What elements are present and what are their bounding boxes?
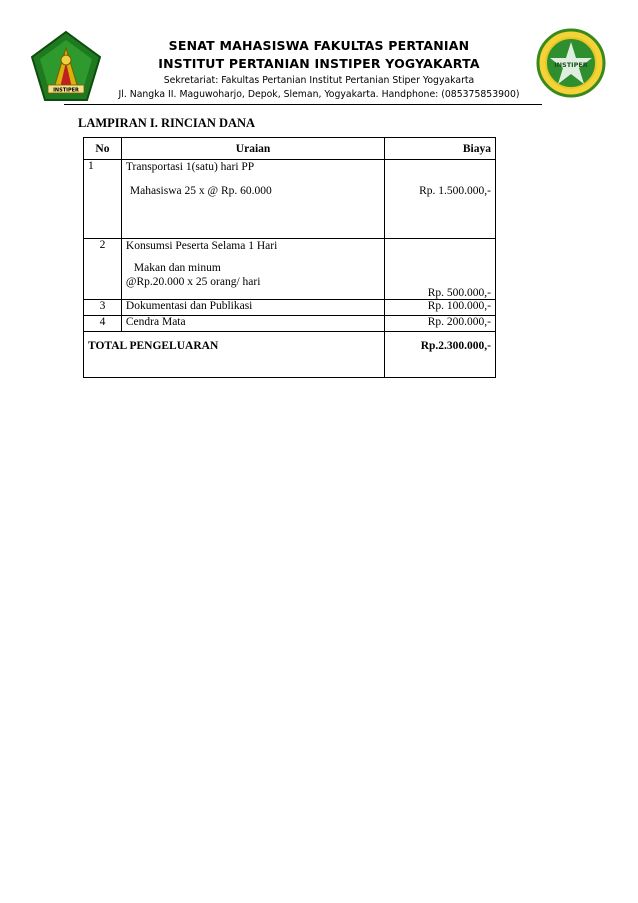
table-row (84, 300, 496, 316)
institute-title: INSTITUT PERTANIAN INSTIPER YOGYAKARTA (158, 56, 480, 71)
row-uraian-line: Konsumsi Peserta Selama 1 Hari (125, 240, 278, 252)
header-uraian: Uraian (121, 138, 384, 160)
senate-title: SENAT MAHASISWA FAKULTAS PERTANIAN (168, 38, 470, 53)
document-title: LAMPIRAN I. RINCIAN DANA (78, 116, 256, 130)
row-no: 3 (84, 300, 122, 316)
row-no: 4 (84, 316, 122, 332)
budget-table (83, 137, 496, 378)
table-row (84, 160, 496, 239)
letterhead (0, 0, 638, 110)
logo-left-text: INSTIPER (53, 87, 79, 94)
row-uraian: Dokumentasi dan Publikasi (121, 300, 384, 316)
table-row (84, 239, 496, 300)
table-header-row (84, 138, 496, 160)
address-line: Jl. Nangka II. Maguwoharjo, Depok, Sleman, Yogyakarta. Handphone: (085375853900) (118, 89, 520, 100)
total-row (84, 332, 496, 378)
row-uraian (121, 160, 384, 239)
row-biaya: Rp. 500.000,- (385, 239, 496, 300)
row-uraian (121, 239, 384, 300)
row-uraian-line: Mahasiswa 25 x @ Rp. 60.000 (129, 185, 272, 197)
row-no: 2 (84, 239, 122, 300)
header-biaya: Biaya (385, 138, 496, 160)
row-uraian: Cendra Mata (121, 316, 384, 332)
total-value: Rp.2.300.000,- (385, 332, 496, 378)
header-no: No (84, 138, 122, 160)
row-biaya-value: Rp. 1.500.000,- (419, 185, 491, 197)
header-divider (64, 104, 542, 105)
row-no: 1 (84, 160, 122, 239)
row-biaya: Rp. 200.000,- (385, 316, 496, 332)
secretariat-line: Sekretariat: Fakultas Pertanian Institut Pertanian Stiper Yogyakarta (163, 75, 475, 86)
table-row (84, 316, 496, 332)
row-uraian-line: @Rp.20.000 x 25 orang/ hari (125, 276, 261, 288)
row-biaya (385, 160, 496, 239)
row-uraian-line: Makan dan minum (133, 262, 221, 274)
logo-right-text: INSTIPER (554, 61, 588, 69)
row-biaya: Rp. 100.000,- (385, 300, 496, 316)
row-uraian-line: Transportasi 1(satu) hari PP (125, 161, 255, 173)
total-label: TOTAL PENGELUARAN (84, 332, 385, 378)
